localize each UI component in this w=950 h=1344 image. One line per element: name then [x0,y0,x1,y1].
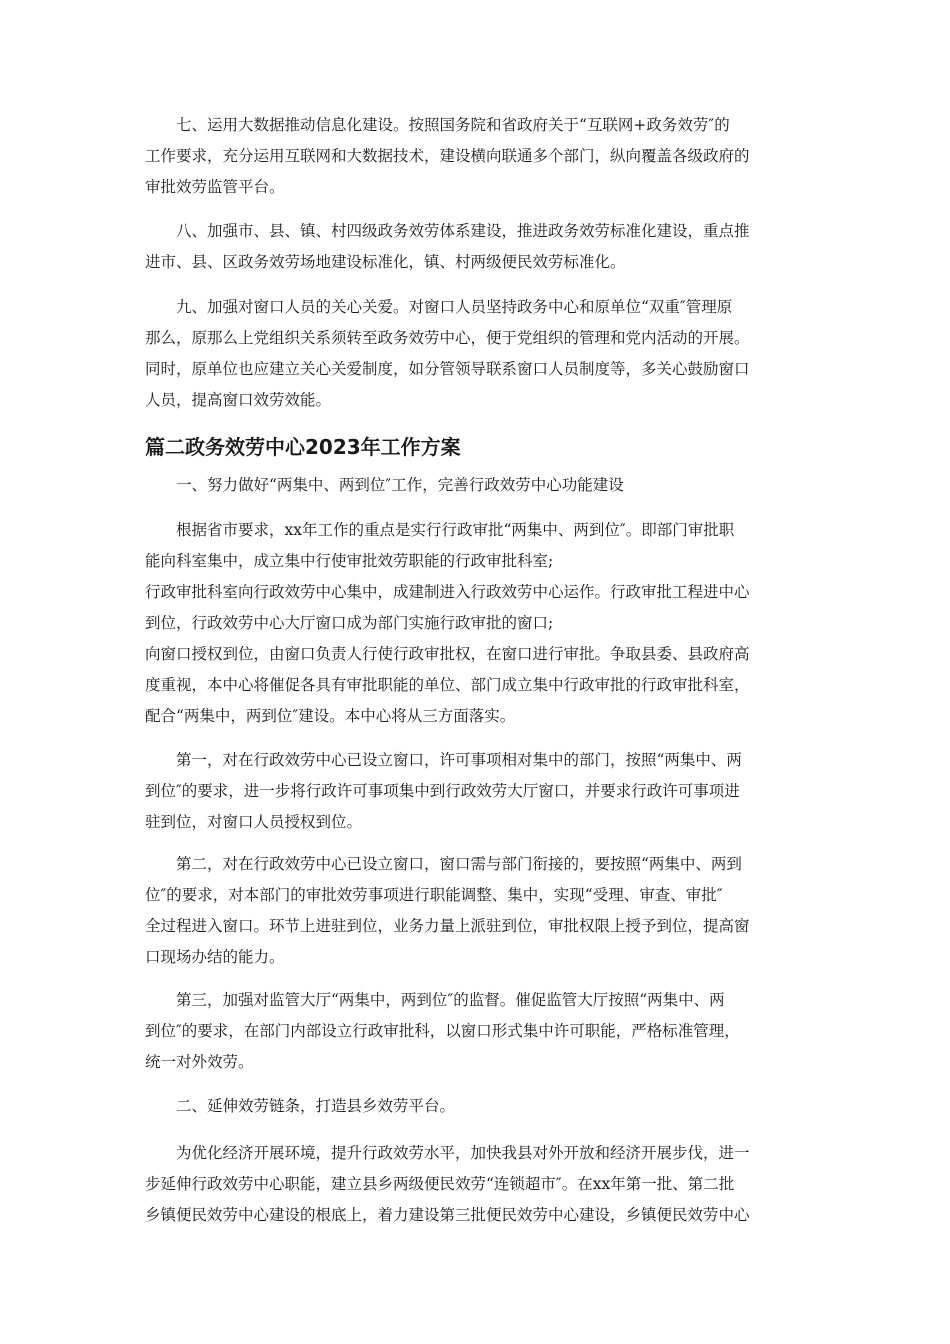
text-line: 度重视，本中心将催促各具有审批职能的单位、部门成立集中行政审批的行政审批科室， [145,676,750,694]
paragraph-second [145,849,807,973]
text-line: 统一对外效劳。 [145,1053,254,1071]
text-line: 第三，加强对监管大厅“两集中，两到位″的监督。催促监管大厅按照“两集中、两 [176,991,725,1009]
text-line: 七、运用大数据推动信息化建设。按照国务院和省政府关于“互联网+政务效劳″的 [176,116,730,134]
text-line: 二、延伸效劳链条，打造县乡效劳平台。 [176,1097,456,1115]
text-line: 驻到位，对窗口人员授权到位。 [145,813,363,831]
paragraph-first [145,745,807,838]
text-line: 位″的要求，对本部门的审批效劳事项进行职能调整、集中，实现“受理、审查、审批″ [145,886,723,904]
text-line: 全过程进入窗口。环节上进驻到位，业务力量上派驻到位，审批权限上授予到位，提高窗 [145,917,750,935]
text-line: 口现场办结的能力。 [145,948,285,966]
text-line: 配合“两集中，两到位″建设。本中心将从三方面落实。 [145,707,516,725]
text-line: 同时，原单位也应建立关心关爱制度，如分管领导联系窗口人员制度等，多关心鼓励窗口 [145,360,750,378]
text-line: 到位″的要求，在部门内部设立行政审批科，以窗口形式集中许可职能，严格标准管理， [145,1022,740,1040]
text-line: 行政审批科室向行政效劳中心集中，成建制进入行政效劳中心运作。行政审批工程进中心 [145,583,750,601]
text-line: 到位，行政效劳中心大厅窗口成为部门实施行政审批的窗口; [145,614,554,632]
text-line: 人员，提高窗口效劳效能。 [145,391,332,409]
text-line: 根据省市要求，xx年工作的重点是实行行政审批“两集中、两到位″。即部门审批职 [176,521,735,539]
text-line: 工作要求，充分运用互联网和大数据技术，建设横向联通多个部门，纵向覆盖各级政府的 [145,147,750,165]
section-two-title [145,1091,807,1122]
text-line: 第一，对在行政效劳中心已设立窗口，许可事项相对集中的部门，按照“两集中、两 [176,751,742,769]
text-line: 审批效劳监管平台。 [145,178,285,196]
paragraph-eight [145,216,807,278]
paragraph-requirements [145,515,807,732]
text-line: 第二，对在行政效劳中心已设立窗口，窗口需与部门衔接的，要按照“两集中、两到 [176,855,742,873]
text-line: 到位″的要求，进一步将行政许可事项集中到行政效劳大厅窗口，并要求行政许可事项进 [145,782,740,800]
paragraph-nine [145,292,807,416]
text-line: 那么，原那么上党组织关系须转至政务效劳中心，便于党组织的管理和党内活动的开展。 [145,329,750,347]
text-line: 九、加强对窗口人员的关心关爱。对窗口人员坚持政务中心和原单位“双重″管理原 [176,298,733,316]
text-line: 为优化经济开展环境，提升行政效劳水平，加快我县对外开放和经济开展步伐，进一 [176,1144,750,1162]
paragraph-third [145,985,807,1078]
section-one-title [145,470,807,501]
text-line: 能向科室集中，成立集中行使审批效劳职能的行政审批科室; [145,552,554,570]
text-line: 进市、县、区政务效劳场地建设标准化，镇、村两级便民效劳标准化。 [145,253,626,271]
text-line: 八、加强市、县、镇、村四级政务效劳体系建设，推进政务效劳标准化建设，重点推 [176,222,750,240]
text-line: 一、努力做好“两集中、两到位″工作，完善行政效劳中心功能建设 [176,476,624,494]
paragraph-optimize [145,1138,807,1231]
text-line: 向窗口授权到位，由窗口负责人行使行政审批权，在窗口进行审批。争取县委、县政府高 [145,645,750,663]
text-line: 乡镇便民效劳中心建设的根底上，着力建设第三批便民效劳中心建设，乡镇便民效劳中心 [145,1206,750,1224]
paragraph-seven [145,110,807,203]
text-line: 步延伸行政效劳中心职能，建立县乡两级便民效劳“连锁超市″。在xx年第一批、第二批 [145,1175,735,1193]
section-heading: 篇二政务效劳中心2023年工作方案 [145,435,461,459]
